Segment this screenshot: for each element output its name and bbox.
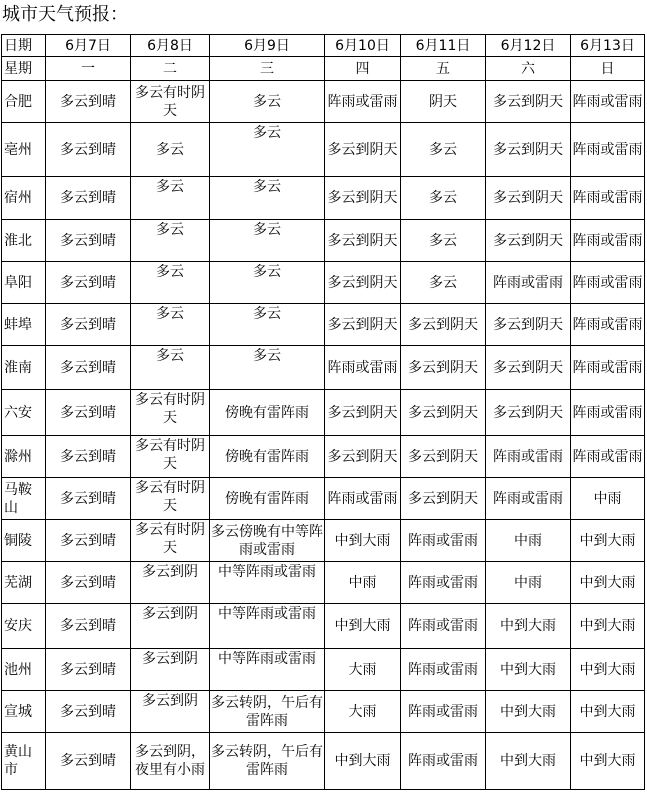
forecast-cell: 多云到阴 [131,562,210,604]
table-row [2,304,645,346]
forecast-cell: 中雨 [486,520,571,562]
forecast-cell: 多云到晴 [46,304,131,346]
city-name: 合肥 [2,81,46,123]
forecast-cell: 中雨 [325,562,401,604]
date-header: 6月8日 [131,35,210,57]
forecast-cell: 阵雨或雷雨 [486,262,571,304]
forecast-cell: 多云到阴天 [401,346,486,390]
forecast-cell: 中到大雨 [571,649,645,691]
forecast-cell: 多云到阴天 [325,177,401,220]
forecast-cell: 多云 [401,220,486,262]
forecast-cell: 多云到阴天 [325,220,401,262]
forecast-cell: 中到大雨 [571,733,645,790]
forecast-cell: 阵雨或雷雨 [325,346,401,390]
city-name: 淮南 [2,346,46,390]
forecast-cell: 多云有时阴天 [131,390,210,436]
forecast-cell: 阵雨或雷雨 [571,436,645,478]
forecast-cell: 多云到阴 [131,604,210,649]
forecast-cell: 阵雨或雷雨 [325,478,401,520]
forecast-cell: 阵雨或雷雨 [401,520,486,562]
forecast-cell: 阵雨或雷雨 [401,691,486,733]
forecast-cell: 多云有时阴天 [131,478,210,520]
weekday-label: 星期 [2,57,46,81]
table-row [2,562,645,604]
forecast-cell: 多云到阴天 [486,304,571,346]
forecast-cell: 阵雨或雷雨 [401,604,486,649]
forecast-cell: 多云 [210,262,325,304]
city-name: 淮北 [2,220,46,262]
city-name: 黄山市 [2,733,46,790]
forecast-cell: 多云有时阴天 [131,81,210,123]
page-title: 城市天气预报： [2,4,128,25]
forecast-cell: 多云到阴天 [401,390,486,436]
forecast-cell: 中等阵雨或雷雨 [210,604,325,649]
forecast-cell: 多云到阴天 [486,220,571,262]
forecast-cell: 多云到阴天 [401,436,486,478]
forecast-cell: 多云到阴天 [486,390,571,436]
forecast-cell: 多云 [131,346,210,390]
forecast-cell: 中到大雨 [325,604,401,649]
forecast-cell: 傍晚有雷阵雨 [210,436,325,478]
date-header: 6月12日 [486,35,571,57]
weekday-header: 日 [571,57,645,81]
date-header: 6月10日 [325,35,401,57]
weekday-header: 五 [401,57,486,81]
forecast-cell: 中等阵雨或雷雨 [210,562,325,604]
date-header: 6月13日 [571,35,645,57]
forecast-cell: 多云到阴天 [401,304,486,346]
forecast-cell: 阵雨或雷雨 [571,346,645,390]
forecast-cell: 多云到晴 [46,478,131,520]
forecast-cell: 多云 [210,123,325,177]
forecast-cell: 中等阵雨或雷雨 [210,649,325,691]
forecast-cell: 大雨 [325,649,401,691]
date-header: 6月9日 [210,35,325,57]
forecast-cell: 多云到阴 [131,649,210,691]
city-name: 安庆 [2,604,46,649]
forecast-cell: 多云到阴天 [401,478,486,520]
forecast-cell: 中雨 [486,562,571,604]
forecast-cell: 多云到阴天 [325,390,401,436]
city-name: 池州 [2,649,46,691]
table-row [2,478,645,520]
forecast-cell: 多云到晴 [46,436,131,478]
forecast-cell: 傍晚有雷阵雨 [210,478,325,520]
table-row [2,390,645,436]
forecast-cell: 多云到晴 [46,691,131,733]
forecast-cell: 多云转阴，午后有雷阵雨 [210,691,325,733]
weekday-header: 一 [46,57,131,81]
forecast-cell: 多云到晴 [46,649,131,691]
forecast-cell: 多云到晴 [46,177,131,220]
forecast-cell: 阵雨或雷雨 [571,123,645,177]
forecast-cell: 傍晚有雷阵雨 [210,390,325,436]
table-row [2,649,645,691]
table-row [2,604,645,649]
forecast-cell: 阵雨或雷雨 [571,304,645,346]
forecast-cell: 多云到阴 [131,691,210,733]
forecast-table [1,34,645,790]
forecast-cell: 中到大雨 [486,604,571,649]
weekday-row [2,57,645,81]
forecast-cell: 多云 [131,304,210,346]
city-name: 铜陵 [2,520,46,562]
date-label: 日期 [2,35,46,57]
date-header: 6月11日 [401,35,486,57]
forecast-cell: 多云 [210,220,325,262]
forecast-cell: 多云到晴 [46,604,131,649]
forecast-cell: 中到大雨 [325,733,401,790]
city-name: 马鞍山 [2,478,46,520]
table-row [2,346,645,390]
forecast-cell: 多云到阴天 [325,123,401,177]
forecast-cell: 多云到阴天 [325,262,401,304]
forecast-cell: 多云到晴 [46,81,131,123]
forecast-cell: 阵雨或雷雨 [571,262,645,304]
forecast-cell: 阵雨或雷雨 [571,390,645,436]
forecast-cell: 多云有时阴天 [131,520,210,562]
forecast-cell: 多云到晴 [46,220,131,262]
forecast-cell: 多云 [210,346,325,390]
forecast-cell: 阵雨或雷雨 [571,177,645,220]
forecast-cell: 多云 [210,304,325,346]
forecast-cell: 多云到晴 [46,346,131,390]
forecast-cell: 多云 [210,177,325,220]
forecast-cell: 多云到阴天 [325,436,401,478]
city-name: 芜湖 [2,562,46,604]
forecast-cell: 多云到晴 [46,390,131,436]
forecast-cell: 多云到阴天 [486,177,571,220]
date-header: 6月7日 [46,35,131,57]
table-row [2,262,645,304]
table-row [2,733,645,790]
forecast-cell: 多云到阴，夜里有小雨 [131,733,210,790]
forecast-cell: 中到大雨 [486,691,571,733]
city-name: 蚌埠 [2,304,46,346]
forecast-cell: 多云 [401,177,486,220]
forecast-cell: 中到大雨 [571,691,645,733]
forecast-cell: 多云 [401,262,486,304]
forecast-cell: 阵雨或雷雨 [401,562,486,604]
city-name: 滁州 [2,436,46,478]
forecast-cell: 中到大雨 [571,520,645,562]
forecast-cell: 多云到阴天 [325,304,401,346]
forecast-cell: 多云 [131,177,210,220]
forecast-cell: 多云 [131,123,210,177]
forecast-cell: 阴天 [401,81,486,123]
forecast-cell: 中到大雨 [486,649,571,691]
table-row [2,220,645,262]
forecast-cell: 多云到晴 [46,733,131,790]
forecast-cell: 阵雨或雷雨 [571,220,645,262]
city-name: 亳州 [2,123,46,177]
forecast-cell: 阵雨或雷雨 [486,436,571,478]
table-row [2,436,645,478]
city-name: 六安 [2,390,46,436]
forecast-cell: 多云傍晚有中等阵雨或雷雨 [210,520,325,562]
weekday-header: 四 [325,57,401,81]
forecast-cell: 中到大雨 [571,604,645,649]
table-row [2,520,645,562]
forecast-cell: 阵雨或雷雨 [486,478,571,520]
forecast-cell: 多云有时阴天 [131,436,210,478]
forecast-cell: 多云到晴 [46,262,131,304]
forecast-cell: 多云到阴天 [486,81,571,123]
forecast-cell: 多云 [131,262,210,304]
forecast-cell: 多云到阴天 [486,123,571,177]
forecast-cell: 阵雨或雷雨 [401,649,486,691]
forecast-cell: 阵雨或雷雨 [571,81,645,123]
city-name: 宣城 [2,691,46,733]
weekday-header: 六 [486,57,571,81]
table-row [2,123,645,177]
forecast-cell: 大雨 [325,691,401,733]
weekday-header: 二 [131,57,210,81]
forecast-cell: 中到大雨 [486,733,571,790]
weekday-header: 三 [210,57,325,81]
forecast-cell: 多云到阴天 [486,346,571,390]
forecast-cell: 多云 [210,81,325,123]
table-row [2,81,645,123]
table-row [2,691,645,733]
forecast-cell: 中到大雨 [571,562,645,604]
city-name: 阜阳 [2,262,46,304]
forecast-cell: 阵雨或雷雨 [325,81,401,123]
forecast-cell: 多云到晴 [46,520,131,562]
forecast-cell: 多云 [131,220,210,262]
forecast-cell: 中到大雨 [325,520,401,562]
forecast-cell: 多云到晴 [46,562,131,604]
forecast-cell: 阵雨或雷雨 [401,733,486,790]
city-name: 宿州 [2,177,46,220]
forecast-cell: 多云转阴，午后有雷阵雨 [210,733,325,790]
forecast-cell: 多云到晴 [46,123,131,177]
forecast-cell: 中雨 [571,478,645,520]
forecast-cell: 多云 [401,123,486,177]
table-row [2,177,645,220]
date-row [2,35,645,57]
